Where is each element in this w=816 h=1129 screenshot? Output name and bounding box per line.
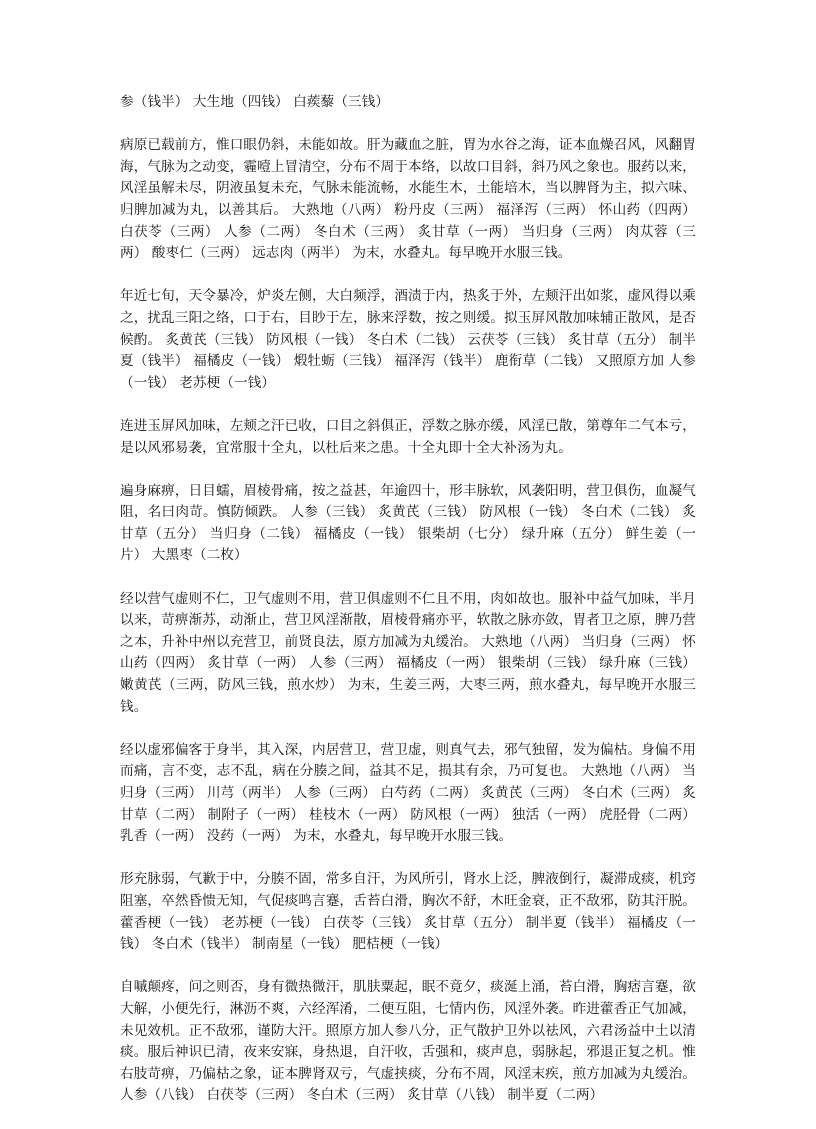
paragraph-6: 经以营气虚则不仁，卫气虚则不用，营卫俱虚则不仁且不用，肉如故也。服补中益气加味，半月以来，苛痹渐苏，动渐止，营卫风淫渐散，眉棱骨痛亦平，软散之脉亦敛，胃者卫之原，脾乃营之本，升补中州以充营卫，前贤良法，原方加减为丸缓治。 大熟地（八两） 当归身（三两） 怀山药（四两） 炙甘草（一两） 人参（三两） 福橘皮（一两） 银柴胡（三钱） 绿升麻（三钱） 嫩黄芪（三两，防风三钱，煎水炒） 为末，生姜三两，大枣三两，煎水叠丸，每早晚开水服三钱。 [120, 590, 696, 715]
paragraph-4: 连进玉屏风加味，左颊之汗已收，口目之斜俱正，浮数之脉亦缓，风淫已散，第尊年二气本亏，是以风邪易袭，宜常服十全丸，以杜后来之患。十全丸即十全大补汤为丸。 [120, 417, 696, 456]
paragraph-2: 病原已载前方，惟口眼仍斜，未能如故。肝为藏血之脏，胃为水谷之海，证本血燥召风，风翻胃海，气脉为之动变，霾噎上冒清空，分布不周于本络，以故口目斜，斜乃风之象也。服药以来，风淫虽解未尽，阴液虽复未充，气脉未能流畅，水能生木，土能培木，当以脾肾为主，拟六味、归脾加减为丸，以善其后。 大熟地（八两） 粉丹皮（三两） 福泽泻（三两） 怀山药（四两） 白茯苓（三两） 人参（二两） 冬白术（三两） 炙甘草（一两） 当归身（三两） 肉苁蓉（三两） 酸枣仁（三两） 远志肉（两半） 为末，水叠丸。每早晚开水服三钱。 [120, 137, 696, 262]
paragraph-1: 参（钱半） 大生地（四钱） 白蒺藜（三钱） [120, 94, 390, 110]
paragraph-3: 年近七旬，天令暴冷，炉炎左侧，大白频浮，酒渍于内，热炙于外，左颊汗出如浆，虚风得以乘之，扰乱三阳之络，口于右，目眇于左，脉来浮数，按之则缓。拟玉屏风散加味辅正散风，是否候酌。 炙黄芪（三钱） 防风根（一钱） 冬白术（二钱） 云茯苓（三钱） 炙甘草（五分） 制半夏（钱半） 福橘皮（一钱） 煅牡蛎（三钱） 福泽泻（钱半） 鹿衔草（二钱） 又照原方加 人参（一钱） 老苏梗（一钱） [120, 288, 696, 391]
paragraph-7: 经以虚邪偏客于身半，其入深，内居营卫，营卫虚，则真气去，邪气独留，发为偏枯。身偏不用而痛，言不变，志不乱，病在分腠之间，益其不足，损其有余，乃可复也。 大熟地（八两） 当归身（三两） 川芎（两半） 人参（三两） 白芍药（二两） 炙黄芪（三两） 冬白术（三两） 炙甘草（二两） 制附子（一两） 桂枝木（一两） 防风根（一两） 独活（一两） 虎胫骨（二两） 乳香（一两） 没药（一两） 为末，水叠丸，每早晚开水服三钱。 [120, 741, 696, 845]
paragraph-5: 遍身麻痹，日目蠕，眉棱骨痛，按之益甚，年逾四十，形丰脉软，风袭阳明，营卫俱伤，血凝气阻，名曰肉苛。慎防倾跌。 人参（三钱） 炙黄芪（三钱） 防风根（一钱） 冬白术（二钱） 炙甘草（五分） 当归身（二钱） 福橘皮（一钱） 银柴胡（七分） 绿升麻（五分） 鲜生姜（一片） 大黑枣（二枚） [120, 482, 696, 564]
paragraph-8: 形充脉弱，气歉于中，分腠不固，常多自汗，为风所引，肾水上泛，脾液倒行，凝滞成痰，机窍阻塞，卒然昏愦无知，气促痰鸣言蹇，舌苔白滑，胸次不舒，木旺金衰，正不敌邪，防其汗脱。 藿香梗（一钱） 老苏梗（一钱） 白茯苓（三钱） 炙甘草（五分） 制半夏（钱半） 福橘皮（一钱） 冬白术（钱半） 制南星（一钱） 肥桔梗（一钱） [120, 871, 696, 953]
document-page [120, 92, 696, 1129]
paragraph-9: 自嘁颠疼，问之则否，身有微热微汗，肌肤粟起，眠不竟夕，痰涎上涌，苔白滑，胸痞言蹇，欲大解，小便先行，淋沥不爽，六经浑淆，二便互阻，七情内伤，风淫外袭。昨进藿香正气加减，未见效机。正不敌邪，谨防大汗。照原方加人参八分，正气散护卫外以祛风，六君汤益中土以清痰。服后神识已清，夜来安寐，身热退，自汗收，舌强和，痰声息，弱脉起，邪退正复之机。惟右肢苛痹，乃偏枯之象，证本脾肾双亏，气虚挟痰，分布不周，风淫末疾，煎方加减为丸缓治。 人参（八钱） 白茯苓（三两） 冬白术（三两） 炙甘草（八钱） 制半夏（二两） [120, 979, 696, 1104]
